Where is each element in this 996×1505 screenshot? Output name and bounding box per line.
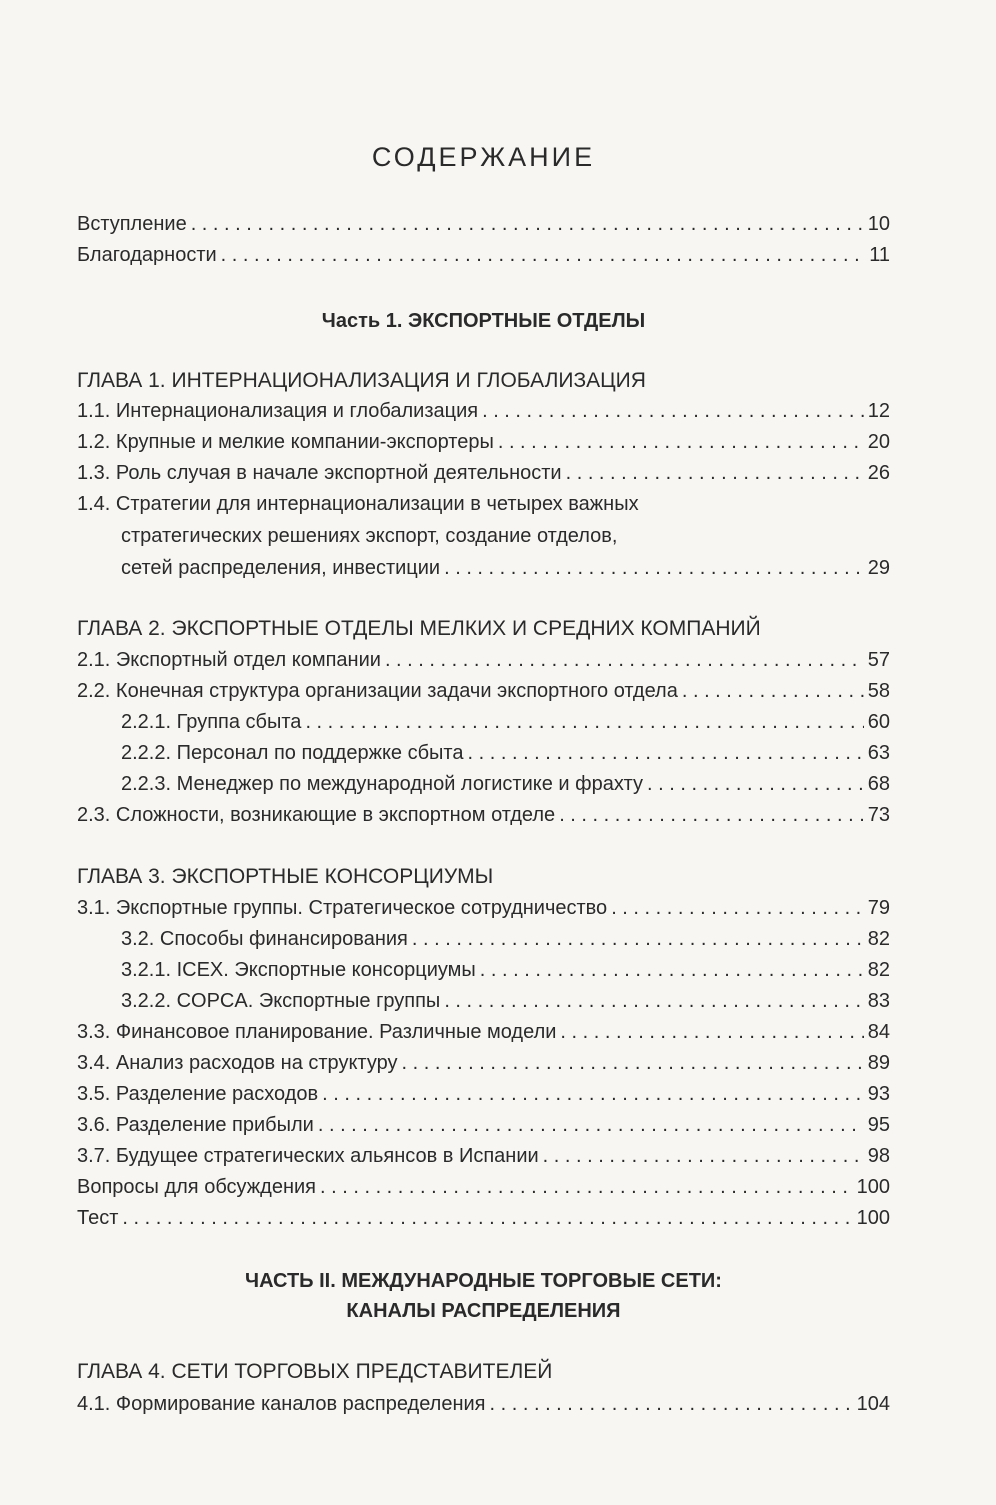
entry-page: 100 — [856, 1176, 890, 1198]
chapter-heading-3: ГЛАВА 3. ЭКСПОРТНЫЕ КОНСОРЦИУМЫ — [77, 865, 494, 888]
entry-page: 82 — [867, 959, 890, 981]
entry-page: 57 — [867, 649, 890, 671]
entry-page: 63 — [867, 742, 890, 764]
entry-page: 29 — [867, 557, 890, 579]
toc-entry — [77, 955, 890, 986]
dot-leader — [320, 1172, 853, 1203]
entry-page: 58 — [867, 680, 890, 702]
toc-entry — [77, 396, 890, 427]
entry-text: Вопросы для обсуждения — [77, 1176, 316, 1198]
toc-entry-acknowledgements — [77, 240, 890, 271]
entry-text: 3.1. Экспортные группы. Стратегическое сотрудничество — [77, 897, 608, 919]
toc-entry — [77, 1141, 890, 1172]
page-title: СОДЕРЖАНИЕ — [371, 142, 596, 172]
entry-text: Вступление — [77, 213, 187, 235]
toc-entry — [77, 1048, 890, 1079]
entry-page: 104 — [856, 1393, 890, 1415]
entry-text: Благодарности — [77, 244, 217, 266]
toc-entry — [77, 800, 890, 831]
toc-entry-introduction — [77, 209, 890, 240]
dot-leader — [444, 986, 863, 1017]
dot-leader — [385, 645, 864, 676]
dot-leader — [444, 553, 864, 584]
dot-leader — [543, 1141, 864, 1172]
chapter-heading-4: ГЛАВА 4. СЕТИ ТОРГОВЫХ ПРЕДСТАВИТЕЛЕЙ — [77, 1360, 553, 1383]
entry-page: 82 — [867, 928, 890, 950]
dot-leader — [482, 396, 864, 427]
dot-leader — [412, 924, 864, 955]
dot-leader — [221, 240, 866, 271]
entry-text: 3.6. Разделение прибыли — [77, 1114, 314, 1136]
dot-leader — [318, 1110, 864, 1141]
dot-leader — [682, 676, 864, 707]
entry-page: 68 — [867, 773, 890, 795]
entry-text: 3.3. Финансовое планирование. Различные модели — [77, 1021, 557, 1043]
entry-page: 26 — [867, 462, 890, 484]
dot-leader — [559, 800, 864, 831]
toc-entry-multiline-line2: стратегических решениях экспорт, создание отделов, — [121, 525, 618, 547]
entry-page: 12 — [867, 400, 890, 422]
toc-entry — [77, 986, 890, 1017]
entry-text: 3.2. Способы финансирования — [121, 928, 408, 950]
toc-entry — [77, 1079, 890, 1110]
entry-page: 84 — [867, 1021, 890, 1043]
dot-leader — [490, 1389, 853, 1420]
dot-leader — [566, 458, 864, 489]
entry-text: 1.3. Роль случая в начале экспортной деятельности — [77, 462, 562, 484]
dot-leader — [322, 1079, 864, 1110]
entry-text: 3.2.2. COPCA. Экспортные группы — [121, 990, 441, 1012]
toc-entry — [77, 458, 890, 489]
dot-leader — [480, 955, 864, 986]
entry-page: 60 — [867, 711, 890, 733]
entry-page: 10 — [867, 213, 890, 235]
part-heading-1: Часть 1. ЭКСПОРТНЫЕ ОТДЕЛЫ — [321, 310, 646, 332]
entry-text: 3.5. Разделение расходов — [77, 1083, 319, 1105]
entry-page: 73 — [867, 804, 890, 826]
chapter-heading-1: ГЛАВА 1. ИНТЕРНАЦИОНАЛИЗАЦИЯ И ГЛОБАЛИЗАЦИЯ — [77, 369, 646, 392]
entry-text: Тест — [77, 1207, 119, 1229]
entry-page: 79 — [867, 897, 890, 919]
toc-entry — [77, 676, 890, 707]
toc-entry — [77, 645, 890, 676]
entry-text: 3.4. Анализ расходов на структуру — [77, 1052, 398, 1074]
toc-entry-test — [77, 1203, 890, 1234]
dot-leader — [498, 427, 864, 458]
dot-leader — [122, 1203, 852, 1234]
entry-page: 89 — [867, 1052, 890, 1074]
toc-entry — [77, 1389, 890, 1420]
toc-entry — [77, 738, 890, 769]
entry-text: 3.7. Будущее стратегических альянсов в Испании — [77, 1145, 539, 1167]
entry-text: 2.2.2. Персонал по поддержке сбыта — [121, 742, 464, 764]
entry-text: 2.2.3. Менеджер по международной логистике и фрахту — [121, 773, 643, 795]
toc-entry — [77, 707, 890, 738]
entry-text: 2.3. Сложности, возникающие в экспортном отделе — [77, 804, 556, 826]
dot-leader — [402, 1048, 864, 1079]
part-heading-2-line2: КАНАЛЫ РАСПРЕДЕЛЕНИЯ — [346, 1300, 621, 1322]
entry-page: 93 — [867, 1083, 890, 1105]
entry-page: 100 — [856, 1207, 890, 1229]
toc-entry — [77, 1110, 890, 1141]
dot-leader — [647, 769, 864, 800]
entry-page: 98 — [867, 1145, 890, 1167]
entry-page: 11 — [869, 244, 890, 266]
toc-entry — [77, 893, 890, 924]
entry-text: 3.2.1. ICEX. Экспортные консорциумы — [121, 959, 476, 981]
entry-text: 2.2. Конечная структура организации задачи экспортного отдела — [77, 680, 678, 702]
dot-leader — [305, 707, 863, 738]
toc-entry — [77, 769, 890, 800]
entry-text: 2.1. Экспортный отдел компании — [77, 649, 381, 671]
entry-text: 2.2.1. Группа сбыта — [121, 711, 302, 733]
part-heading-2-line1: ЧАСТЬ II. МЕЖДУНАРОДНЫЕ ТОРГОВЫЕ СЕТИ: — [245, 1270, 722, 1292]
entry-text: 4.1. Формирование каналов распределения — [77, 1393, 486, 1415]
dot-leader — [468, 738, 864, 769]
entry-text: 1.2. Крупные и мелкие компании-экспортеры — [77, 431, 494, 453]
entry-page: 20 — [867, 431, 890, 453]
chapter-heading-2: ГЛАВА 2. ЭКСПОРТНЫЕ ОТДЕЛЫ МЕЛКИХ И СРЕДНИХ КОМПАНИЙ — [77, 617, 761, 640]
dot-leader — [191, 209, 864, 240]
toc-entry — [77, 427, 890, 458]
entry-text: 1.1. Интернационализация и глобализация — [77, 400, 479, 422]
toc-entry-questions — [77, 1172, 890, 1203]
entry-page: 83 — [867, 990, 890, 1012]
entry-page: 95 — [867, 1114, 890, 1136]
toc-entry-multiline-line1: 1.4. Стратегии для интернационализации в четырех важных — [77, 493, 639, 515]
entry-text: сетей распределения, инвестиции — [121, 557, 441, 579]
toc-entry-multiline-line3 — [77, 553, 890, 584]
dot-leader — [611, 893, 864, 924]
toc-entry — [77, 1017, 890, 1048]
toc-entry — [77, 924, 890, 955]
dot-leader — [560, 1017, 863, 1048]
